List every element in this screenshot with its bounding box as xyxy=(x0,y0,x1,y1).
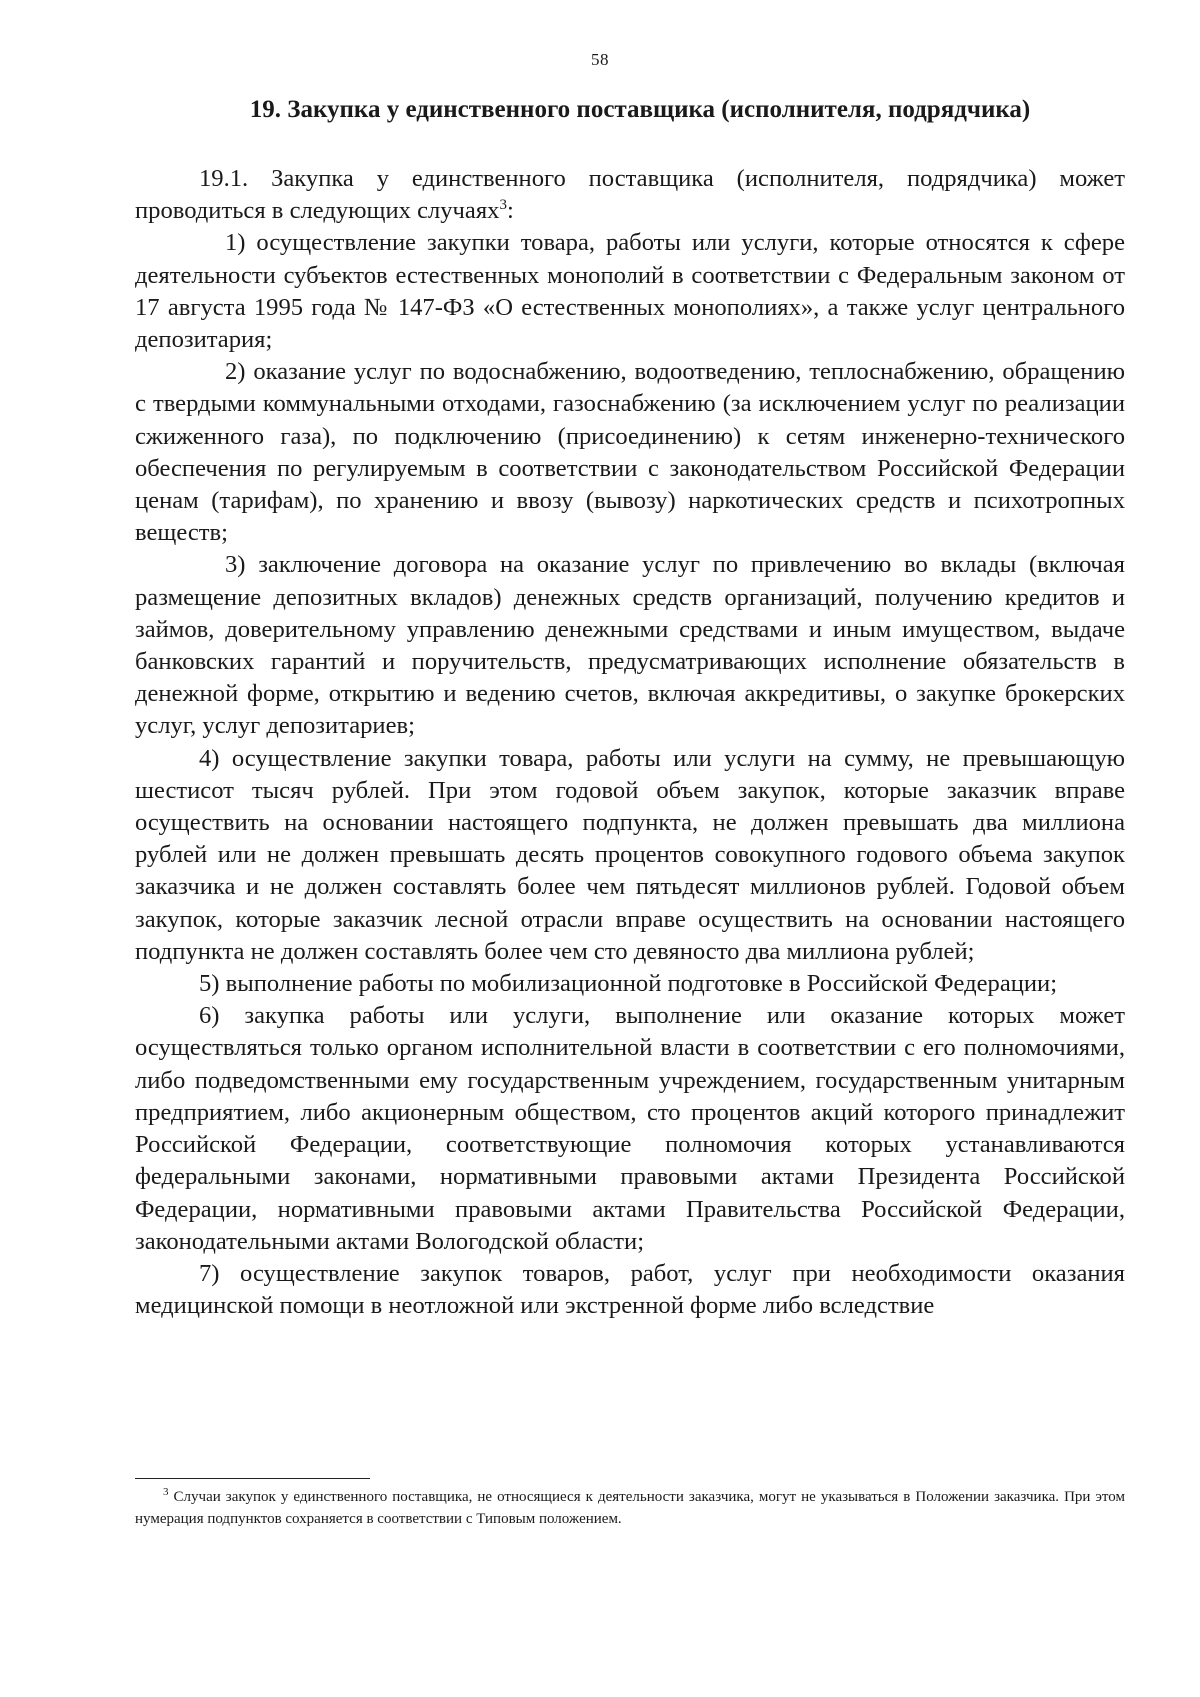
footnote xyxy=(135,1486,1125,1530)
intro-text: 19.1. Закупка у единственного поставщика (исполнителя, подрядчика) может проводиться в следующих случаях xyxy=(135,165,1125,225)
list-item: 6) закупка работы или услуги, выполнение или оказание которых может осуществляться только органом исполнительной власти в соответствии с его полномочиями, либо подведомственными ему государственным учреждением, государственным унитарным предприятием, либо акционерным обществом, сто процентов акций которого принадлежит Российской Федерации, соответствующие полномочия которых устанавливаются федеральными законами, нормативными правовыми актами Президента Российской Федерации, нормативными правовыми актами Правительства Российской Федерации, законодательными актами Вологодской области; xyxy=(135,1002,1125,1255)
body-text xyxy=(135,163,1125,1322)
intro-paragraph xyxy=(135,163,1125,227)
list-item: 2) оказание услуг по водоснабжению, водоотведению, теплоснабжению, обращению с твердыми коммунальными отходами, газоснабжению (за исключением услуг по реализации сжиженного газа), по подключению (присоединению) к сетям инженерно-технического обеспечения по регулируемым в соответствии с законодательством Российской Федерации ценам (тарифам), по хранению и ввозу (вывозу) наркотических средств и психотропных веществ; xyxy=(135,358,1125,547)
intro-tail: : xyxy=(506,197,514,225)
list-item: 3) заключение договора на оказание услуг по привлечению во вклады (включая размещение депозитных вкладов) денежных средств организаций, получению кредитов и займов, доверительному управлению денежными средствами и иным имуществом, выдаче банковских гарантий и поручительств, предусматривающих исполнение обязательств в денежной форме, открытию и ведению счетов, включая аккредитивы, о закупке брокерских услуг, услуг депозитариев; xyxy=(135,551,1125,740)
list-item: 5) выполнение работы по мобилизационной подготовке в Российской Федерации; xyxy=(199,970,1058,998)
footnote-text: Случаи закупок у единственного поставщика, не относящиеся к деятельности заказчика, могут не указываться в Положении заказчика. При этом нумерация подпунктов сохраняется в соответствии с Типовым положением. xyxy=(135,1489,1125,1527)
footnote-reference[interactable]: 3 xyxy=(499,197,507,214)
section-heading: 19. Закупка у единственного поставщика (исполнителя, подрядчика) xyxy=(249,96,1031,123)
footnote-marker: 3 xyxy=(163,1486,169,1498)
list-item: 7) осуществление закупок товаров, работ, услуг при необходимости оказания медицинской помощи в неотложной или экстренной форме либо вследствие xyxy=(135,1259,1125,1320)
footnote-divider xyxy=(135,1478,370,1479)
list-item: 4) осуществление закупки товара, работы или услуги на сумму, не превышающую шестисот тысяч рублей. При этом годовой объем закупок, которые заказчик вправе осуществить на основании настоящего подпункта, не должен превышать два миллиона рублей или не должен превышать десять процентов совокупного годового объема закупок заказчика и не должен составлять более чем пятьдесят миллионов рублей. Годовой объем закупок, которые заказчик лесной отрасли вправе осуществить на основании настоящего подпункта не должен составлять более чем сто девяносто два миллиона рублей; xyxy=(135,744,1125,965)
page-number: 58 xyxy=(591,50,609,69)
list-item: 1) осуществление закупки товара, работы или услуги, которые относятся к сфере деятельности субъектов естественных монополий в соответствии с Федеральным законом от 17 августа 1995 года № 147-ФЗ «О естественных монополиях», а также услуг центрального депозитария; xyxy=(135,229,1125,354)
